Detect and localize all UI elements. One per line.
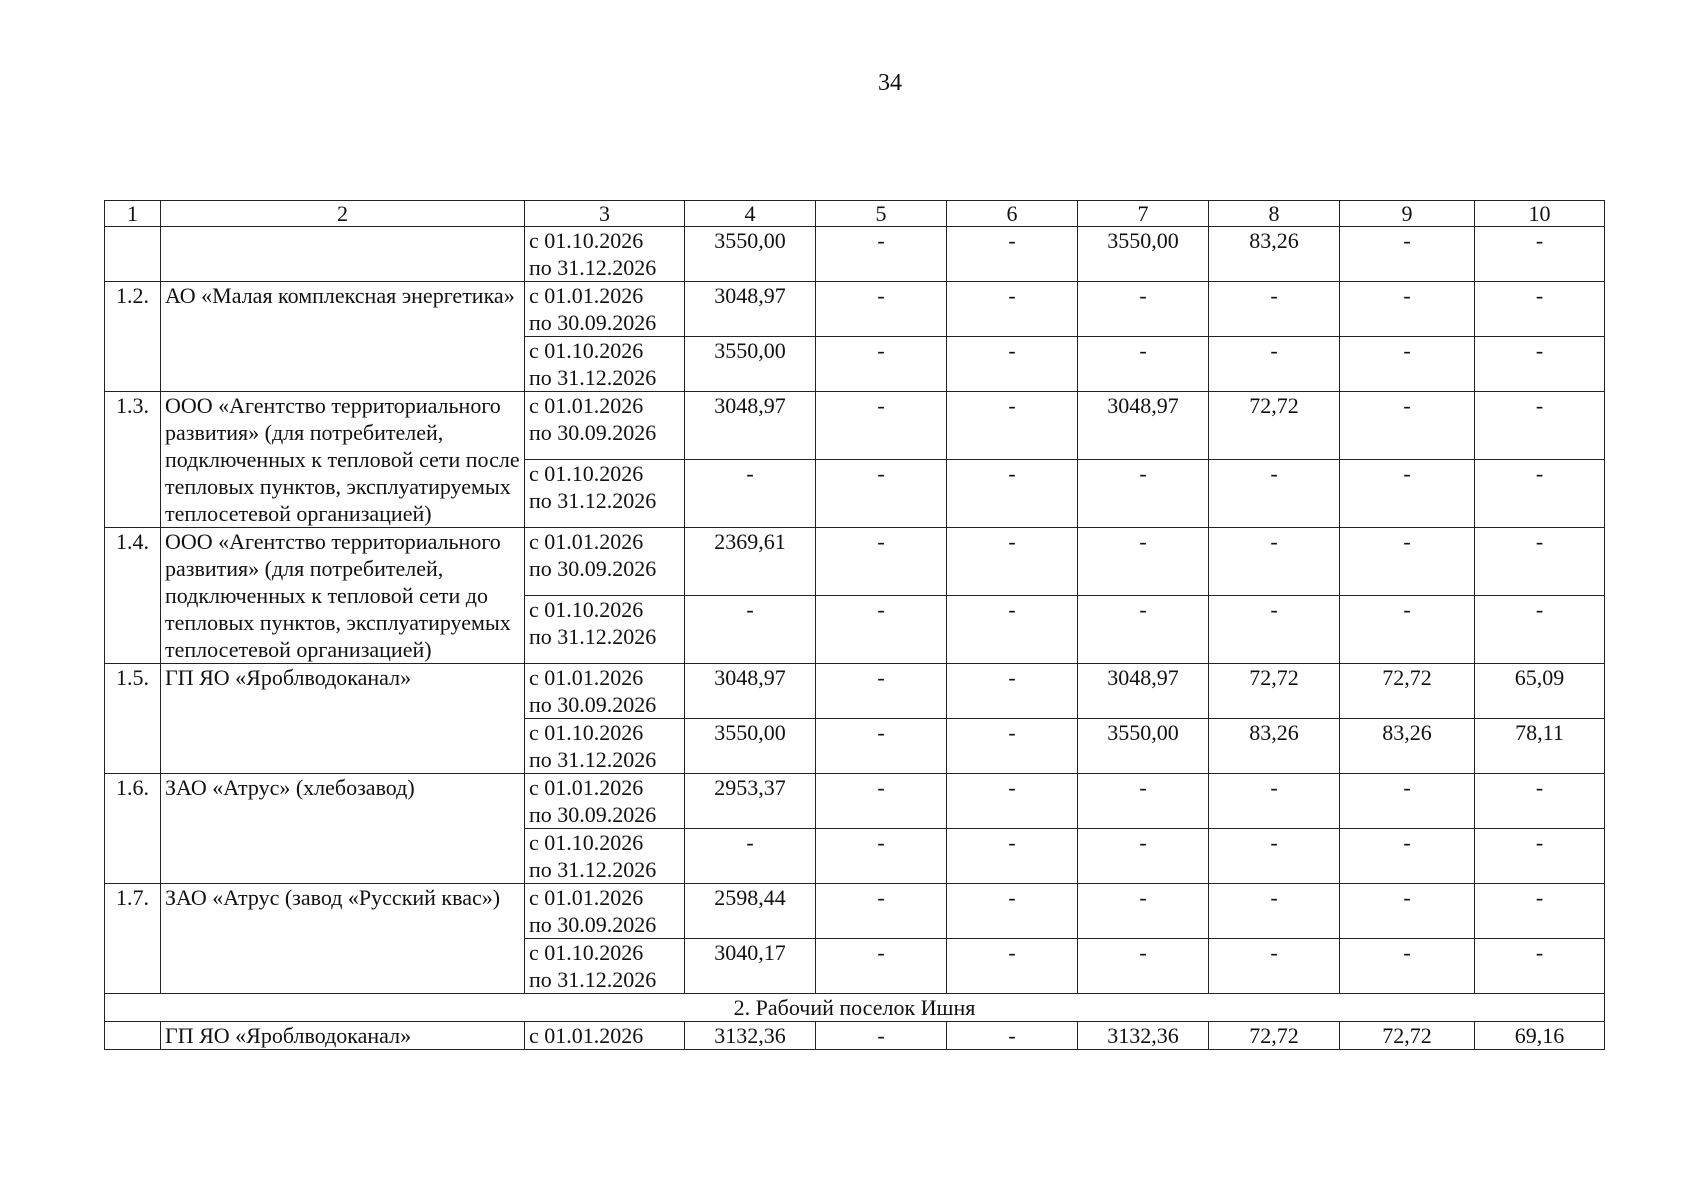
column-number-9: 9 bbox=[1340, 201, 1475, 227]
period-cell bbox=[525, 1022, 685, 1050]
column-number-1: 1 bbox=[105, 201, 161, 227]
table-row bbox=[105, 884, 1605, 939]
value-cell-col7: - bbox=[1078, 528, 1209, 596]
period-line: по 31.12.2026 bbox=[529, 488, 657, 513]
table-row bbox=[105, 392, 1605, 460]
row-number-cell: 1.7. bbox=[105, 884, 161, 994]
table-row bbox=[105, 664, 1605, 719]
row-number-cell: 1.4. bbox=[105, 528, 161, 664]
value-cell-col5: - bbox=[816, 884, 947, 939]
value-cell-col8: - bbox=[1209, 829, 1340, 884]
value-cell-col8: - bbox=[1209, 528, 1340, 596]
value-cell-col8: - bbox=[1209, 337, 1340, 392]
value-cell-col5: - bbox=[816, 829, 947, 884]
organization-cell: ЗАО «Атрус» (хлебозавод) bbox=[161, 774, 525, 884]
value-cell-col4: 3048,97 bbox=[685, 282, 816, 337]
row-number-cell: 1.5. bbox=[105, 664, 161, 774]
period-line: с 01.01.2026 bbox=[529, 393, 644, 418]
value-cell-col8: 72,72 bbox=[1209, 664, 1340, 719]
value-cell-col7: - bbox=[1078, 884, 1209, 939]
value-cell-col4: 3040,17 bbox=[685, 939, 816, 994]
value-cell-col9: - bbox=[1340, 774, 1475, 829]
column-number-7: 7 bbox=[1078, 201, 1209, 227]
value-cell-col5: - bbox=[816, 719, 947, 774]
period-line: с 01.01.2026 bbox=[529, 1023, 644, 1048]
period-line: по 30.09.2026 bbox=[529, 556, 657, 581]
period-cell bbox=[525, 939, 685, 994]
period-cell bbox=[525, 460, 685, 528]
column-number-3: 3 bbox=[525, 201, 685, 227]
value-cell-col8: - bbox=[1209, 939, 1340, 994]
period-cell bbox=[525, 884, 685, 939]
period-line: по 31.12.2026 bbox=[529, 255, 657, 280]
value-cell-col7: - bbox=[1078, 596, 1209, 664]
period-cell bbox=[525, 664, 685, 719]
value-cell-col8: - bbox=[1209, 884, 1340, 939]
value-cell-col7: 3048,97 bbox=[1078, 664, 1209, 719]
value-cell-col9: - bbox=[1340, 939, 1475, 994]
value-cell-col4: 3048,97 bbox=[685, 392, 816, 460]
column-number-8: 8 bbox=[1209, 201, 1340, 227]
value-cell-col7: - bbox=[1078, 829, 1209, 884]
section-row bbox=[105, 994, 1605, 1022]
value-cell-col9: - bbox=[1340, 528, 1475, 596]
organization-cell: ГП ЯО «Яроблводоканал» bbox=[161, 1022, 525, 1050]
value-cell-col6: - bbox=[947, 392, 1078, 460]
table-row bbox=[105, 227, 1605, 282]
period-line: по 31.12.2026 bbox=[529, 747, 657, 772]
value-cell-col10: - bbox=[1475, 596, 1605, 664]
value-cell-col4: 2953,37 bbox=[685, 774, 816, 829]
value-cell-col4: - bbox=[685, 596, 816, 664]
value-cell-col5: - bbox=[816, 596, 947, 664]
period-cell bbox=[525, 392, 685, 460]
value-cell-col9: - bbox=[1340, 884, 1475, 939]
period-cell bbox=[525, 774, 685, 829]
organization-cell: ООО «Агентство территориального развития» (для потребителей, подключенных к тепловой сети после тепловых пунктов, эксплуатируемых теплосетевой организацией) bbox=[161, 392, 525, 528]
value-cell-col6: - bbox=[947, 1022, 1078, 1050]
value-cell-col6: - bbox=[947, 337, 1078, 392]
value-cell-col5: - bbox=[816, 1022, 947, 1050]
period-cell bbox=[525, 596, 685, 664]
value-cell-col10: 65,09 bbox=[1475, 664, 1605, 719]
value-cell-col6: - bbox=[947, 282, 1078, 337]
value-cell-col5: - bbox=[816, 664, 947, 719]
value-cell-col7: - bbox=[1078, 337, 1209, 392]
value-cell-col5: - bbox=[816, 227, 947, 282]
value-cell-col9: 83,26 bbox=[1340, 719, 1475, 774]
column-number-2: 2 bbox=[161, 201, 525, 227]
value-cell-col10: - bbox=[1475, 392, 1605, 460]
value-cell-col4: 2598,44 bbox=[685, 884, 816, 939]
table-row bbox=[105, 774, 1605, 829]
organization-cell: АО «Малая комплексная энергетика» bbox=[161, 282, 525, 392]
value-cell-col5: - bbox=[816, 337, 947, 392]
row-number-cell bbox=[105, 1022, 161, 1050]
value-cell-col6: - bbox=[947, 884, 1078, 939]
period-line: с 01.10.2026 bbox=[529, 720, 644, 745]
organization-cell: ЗАО «Атрус (завод «Русский квас») bbox=[161, 884, 525, 994]
period-line: по 30.09.2026 bbox=[529, 692, 657, 717]
period-cell bbox=[525, 528, 685, 596]
value-cell-col5: - bbox=[816, 939, 947, 994]
value-cell-col8: - bbox=[1209, 596, 1340, 664]
value-cell-col6: - bbox=[947, 719, 1078, 774]
value-cell-col7: - bbox=[1078, 460, 1209, 528]
period-line: с 01.01.2026 bbox=[529, 775, 644, 800]
value-cell-col10: - bbox=[1475, 528, 1605, 596]
column-number-10: 10 bbox=[1475, 201, 1605, 227]
value-cell-col9: - bbox=[1340, 392, 1475, 460]
period-line: с 01.01.2026 bbox=[529, 665, 644, 690]
value-cell-col7: - bbox=[1078, 774, 1209, 829]
period-line: по 31.12.2026 bbox=[529, 857, 657, 882]
period-line: с 01.10.2026 bbox=[529, 338, 644, 363]
table-row bbox=[105, 528, 1605, 596]
value-cell-col5: - bbox=[816, 282, 947, 337]
section-title: 2. Рабочий поселок Ишня bbox=[105, 994, 1605, 1022]
value-cell-col5: - bbox=[816, 774, 947, 829]
value-cell-col9: - bbox=[1340, 460, 1475, 528]
value-cell-col10: - bbox=[1475, 774, 1605, 829]
row-number-cell: 1.6. bbox=[105, 774, 161, 884]
table-row bbox=[105, 1022, 1605, 1050]
period-line: по 31.12.2026 bbox=[529, 365, 657, 390]
period-line: с 01.01.2026 bbox=[529, 885, 644, 910]
value-cell-col10: - bbox=[1475, 227, 1605, 282]
value-cell-col10: - bbox=[1475, 282, 1605, 337]
value-cell-col5: - bbox=[816, 392, 947, 460]
value-cell-col6: - bbox=[947, 774, 1078, 829]
value-cell-col10: - bbox=[1475, 337, 1605, 392]
period-line: с 01.01.2026 bbox=[529, 283, 644, 308]
value-cell-col7: 3550,00 bbox=[1078, 719, 1209, 774]
page-number: 34 bbox=[878, 70, 902, 96]
value-cell-col5: - bbox=[816, 460, 947, 528]
period-cell bbox=[525, 719, 685, 774]
value-cell-col6: - bbox=[947, 829, 1078, 884]
value-cell-col8: - bbox=[1209, 282, 1340, 337]
period-line: по 30.09.2026 bbox=[529, 310, 657, 335]
value-cell-col7: - bbox=[1078, 939, 1209, 994]
value-cell-col7: - bbox=[1078, 282, 1209, 337]
column-number-6: 6 bbox=[947, 201, 1078, 227]
value-cell-col6: - bbox=[947, 528, 1078, 596]
organization-cell bbox=[161, 227, 525, 282]
period-cell bbox=[525, 227, 685, 282]
value-cell-col7: 3550,00 bbox=[1078, 227, 1209, 282]
period-line: с 01.10.2026 bbox=[529, 597, 644, 622]
value-cell-col4: 3132,36 bbox=[685, 1022, 816, 1050]
period-cell bbox=[525, 282, 685, 337]
value-cell-col8: 83,26 bbox=[1209, 227, 1340, 282]
value-cell-col9: - bbox=[1340, 337, 1475, 392]
value-cell-col4: - bbox=[685, 829, 816, 884]
value-cell-col8: - bbox=[1209, 460, 1340, 528]
row-number-cell: 1.2. bbox=[105, 282, 161, 392]
value-cell-col10: 69,16 bbox=[1475, 1022, 1605, 1050]
period-line: с 01.10.2026 bbox=[529, 228, 644, 253]
value-cell-col6: - bbox=[947, 939, 1078, 994]
value-cell-col8: 83,26 bbox=[1209, 719, 1340, 774]
row-number-cell: 1.3. bbox=[105, 392, 161, 528]
value-cell-col4: 2369,61 bbox=[685, 528, 816, 596]
value-cell-col6: - bbox=[947, 664, 1078, 719]
table-row bbox=[105, 282, 1605, 337]
period-line: по 31.12.2026 bbox=[529, 967, 657, 992]
value-cell-col6: - bbox=[947, 227, 1078, 282]
period-line: по 30.09.2026 bbox=[529, 802, 657, 827]
column-number-4: 4 bbox=[685, 201, 816, 227]
value-cell-col8: 72,72 bbox=[1209, 1022, 1340, 1050]
organization-cell: ГП ЯО «Яроблводоканал» bbox=[161, 664, 525, 774]
value-cell-col10: - bbox=[1475, 460, 1605, 528]
value-cell-col5: - bbox=[816, 528, 947, 596]
value-cell-col4: 3550,00 bbox=[685, 719, 816, 774]
value-cell-col7: 3132,36 bbox=[1078, 1022, 1209, 1050]
period-line: по 30.09.2026 bbox=[529, 912, 657, 937]
value-cell-col9: - bbox=[1340, 829, 1475, 884]
value-cell-col4: 3550,00 bbox=[685, 337, 816, 392]
value-cell-col10: 78,11 bbox=[1475, 719, 1605, 774]
value-cell-col8: - bbox=[1209, 774, 1340, 829]
organization-cell: ООО «Агентство территориального развития» (для потребителей, подключенных к тепловой сети до тепловых пунктов, эксплуатируемых теплосетевой организацией) bbox=[161, 528, 525, 664]
value-cell-col10: - bbox=[1475, 884, 1605, 939]
value-cell-col9: 72,72 bbox=[1340, 1022, 1475, 1050]
period-cell bbox=[525, 337, 685, 392]
value-cell-col9: - bbox=[1340, 596, 1475, 664]
period-line: с 01.10.2026 bbox=[529, 940, 644, 965]
period-line: по 31.12.2026 bbox=[529, 624, 657, 649]
value-cell-col9: 72,72 bbox=[1340, 664, 1475, 719]
value-cell-col9: - bbox=[1340, 227, 1475, 282]
value-cell-col4: 3550,00 bbox=[685, 227, 816, 282]
value-cell-col7: 3048,97 bbox=[1078, 392, 1209, 460]
value-cell-col4: 3048,97 bbox=[685, 664, 816, 719]
value-cell-col4: - bbox=[685, 460, 816, 528]
value-cell-col10: - bbox=[1475, 829, 1605, 884]
tariff-table bbox=[104, 200, 1605, 1050]
header-row bbox=[105, 201, 1605, 227]
row-number-cell bbox=[105, 227, 161, 282]
period-line: с 01.10.2026 bbox=[529, 461, 644, 486]
value-cell-col8: 72,72 bbox=[1209, 392, 1340, 460]
value-cell-col10: - bbox=[1475, 939, 1605, 994]
period-line: с 01.10.2026 bbox=[529, 830, 644, 855]
value-cell-col9: - bbox=[1340, 282, 1475, 337]
period-cell bbox=[525, 829, 685, 884]
period-line: по 30.09.2026 bbox=[529, 420, 657, 445]
period-line: с 01.01.2026 bbox=[529, 529, 644, 554]
column-number-5: 5 bbox=[816, 201, 947, 227]
value-cell-col6: - bbox=[947, 596, 1078, 664]
value-cell-col6: - bbox=[947, 460, 1078, 528]
